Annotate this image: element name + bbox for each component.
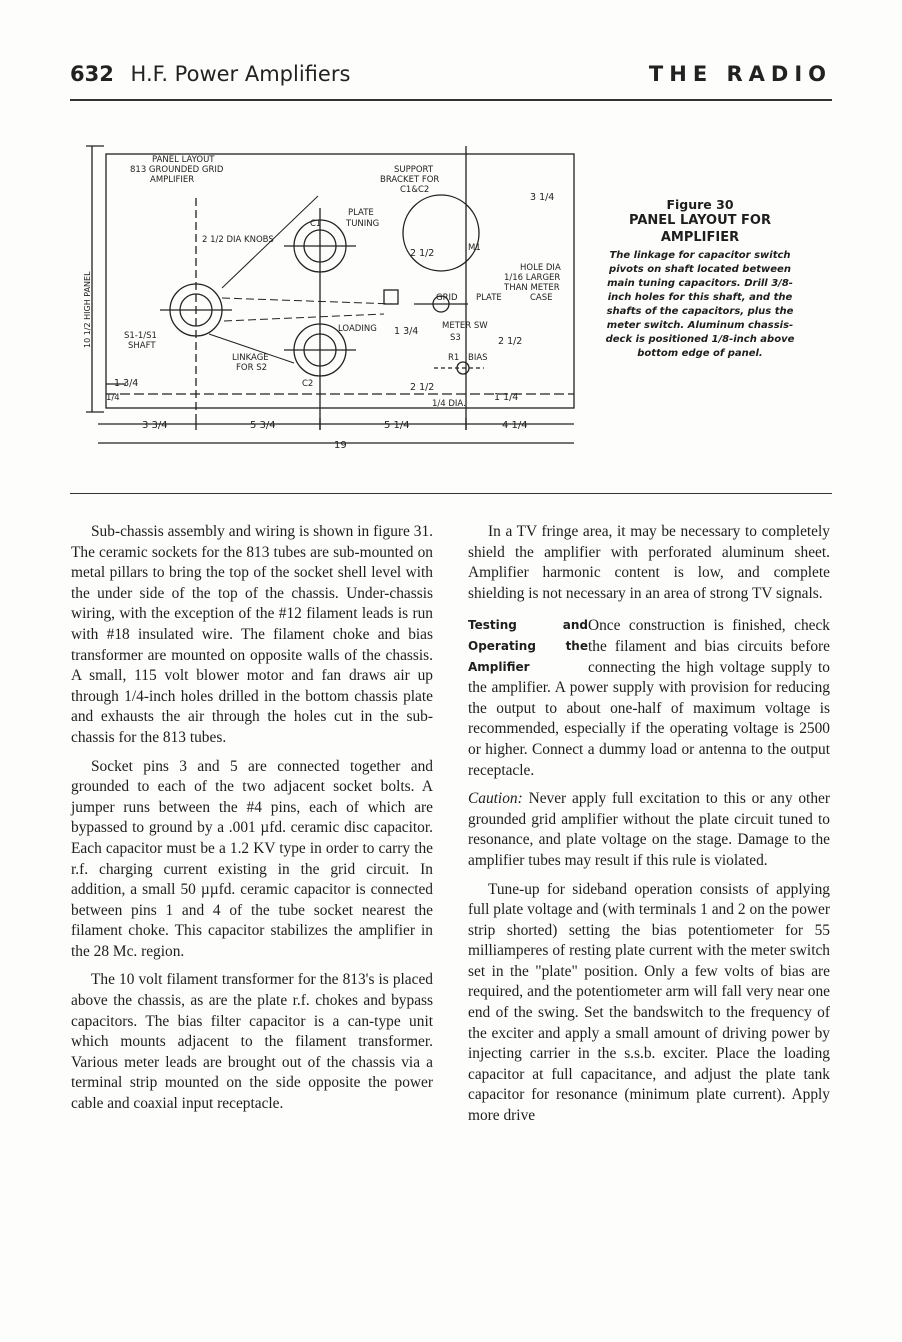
- label-panel-layout: PANEL LAYOUT: [152, 155, 215, 165]
- right-column: [468, 522, 830, 1135]
- label-c1c2: C1&C2: [400, 185, 430, 195]
- label-case: CASE: [530, 293, 553, 303]
- label-dim-2-1-2a: 2 1/2: [410, 248, 435, 259]
- page-number: 632: [70, 62, 114, 86]
- label-shaft: SHAFT: [128, 341, 156, 351]
- label-dim-1-3-4: 1 3/4: [394, 326, 419, 337]
- label-s1: S1-1/S1: [124, 331, 157, 341]
- label-dim-1-4: 1/4: [106, 393, 120, 403]
- figure-rule: [70, 493, 832, 494]
- label-hole-dia: HOLE DIA: [520, 263, 561, 273]
- label-s3: S3: [450, 333, 461, 343]
- caution-text: Never apply full excitation to this or any other grounded grid amplifier without the plate circuit tuned to resonance, and plate voltage on the stage. Damage to the amplifier tubes may result if this rule is violated.: [468, 790, 830, 869]
- running-header: [70, 62, 350, 86]
- left-column: [71, 522, 433, 1123]
- label-loading: LOADING: [338, 324, 377, 334]
- label-dim-1-3-4b: 1 3/4: [114, 378, 139, 389]
- label-dim-5-1-4: 5 1/4: [384, 420, 410, 431]
- figure-caption: [600, 197, 800, 361]
- label-bracket: BRACKET FOR: [380, 175, 440, 185]
- figure-caption-text: The linkage for capacitor switch pivots on shaft located between main tuning capacitors. Drill 3/8-inch holes for this shaft, and the shafts of the capacitors, plus the meter switch. Aluminum chassis-deck is positioned 1/8-inch above bottom edge of panel.: [605, 250, 795, 359]
- paragraph: In a TV fringe area, it may be necessary to completely shield the amplifier with perforated aluminum sheet. Amplifier harmonic content is low, and complete shielding is not necessary in an area of strong TV signals.: [468, 523, 830, 602]
- label-dim-2-1-2c: 2 1/2: [410, 382, 435, 393]
- header-rule: [70, 99, 832, 101]
- label-plate-short: PLATE: [476, 293, 502, 303]
- testing-paragraph: [468, 616, 830, 781]
- label-dia: 1/4 DIA.: [432, 399, 466, 409]
- label-meter-sw: METER SW: [442, 321, 488, 331]
- testing-text: Once construction is finished, check the filament and bias circuits before connecting the high voltage supply to the amplifier. A power supply with provision for reducing the output to about one-half of maximum voltage is recommended, especially if the operating voltage is 2500 or higher. Connect a dummy load or antenna to the output receptacle.: [468, 617, 830, 779]
- chapter-title: H.F. Power Amplifiers: [130, 62, 351, 86]
- label-side-dim: 10 1/2 HIGH PANEL: [83, 271, 92, 348]
- side-heading: Testing and Operating the Amplifier: [468, 618, 588, 674]
- label-dia-knobs: 2 1/2 DIA KNOBS: [202, 235, 274, 245]
- label-dim-4-1-4: 4 1/4: [502, 420, 528, 431]
- label-amplifier: AMPLIFIER: [150, 175, 195, 185]
- figure-number: Figure 30: [666, 197, 734, 212]
- label-m1: M1: [468, 243, 481, 253]
- caution-label: Caution:: [468, 790, 523, 808]
- label-grid-short: GRID: [436, 293, 458, 303]
- book-title: THE RADIO: [648, 62, 832, 86]
- label-plate: PLATE: [348, 208, 374, 218]
- label-grid: 813 GROUNDED GRID: [130, 165, 224, 175]
- label-r1: R1: [448, 353, 460, 363]
- label-bias: BIAS: [468, 353, 488, 363]
- label-dim-1-1-4: 1 1/4: [494, 392, 519, 403]
- label-than-meter: THAN METER: [504, 283, 560, 293]
- label-dim-19: 19: [334, 440, 347, 451]
- label-linkage: LINKAGE: [232, 353, 269, 363]
- paragraph: The 10 volt filament transformer for the 813's is placed above the chassis, as are the plate r.f. chokes and bypass capacitors. The bias filter capacitor is a can-type unit which mounts adjacent to the filament transformer. Various meter leads are brought out of the chassis via a terminal strip mounted on the side opposite the power cable and coaxial input receptacle.: [71, 971, 433, 1113]
- label-c1: C1: [310, 219, 322, 229]
- label-dim-2-1-2b: 2 1/2: [498, 336, 523, 347]
- label-tuning: TUNING: [346, 219, 380, 229]
- paragraph: Socket pins 3 and 5 are connected together and grounded to each of the two adjacent socket bolts. A jumper runs between the #4 pins, each of which are bypassed to ground by a .001 µfd. ceramic disc capacitor. Each capacitor must be a 1.2 KV type in order to carry the r.f. charging current existing in the grid circuit. In addition, a small 50 µµfd. ceramic capacitor is connected between pins 1 and 4 of the tube socket nearest the filament choke. This capacitor stabilizes the amplifier in the 28 Mc. region.: [71, 757, 433, 960]
- label-for-s2: FOR S2: [236, 363, 267, 373]
- label-dim-3-3-4: 3 3/4: [142, 420, 168, 431]
- label-larger: 1/16 LARGER: [504, 273, 561, 283]
- label-dim-3-1-4: 3 1/4: [530, 192, 555, 203]
- label-c2: C2: [302, 379, 314, 389]
- paragraph: Sub-chassis assembly and wiring is shown in figure 31. The ceramic sockets for the 813 tubes are sub-mounted on metal pillars to bring the top of the socket shell level with the under side of the top of the chassis. Under-chassis wiring, with the exception of the #12 filament leads is run with #18 insulated wire. The filament choke and bias transformer are mounted on opposite walls of the chassis. A small, 115 volt blower motor and fan draws air up through 1/4-inch holes drilled in the bottom chassis plate and exhausts the air through the holes cut in the sub-chassis for the 813 tubes.: [71, 523, 433, 746]
- label-support: SUPPORT: [394, 165, 434, 175]
- panel-layout-diagram: [84, 138, 584, 458]
- figure-title: PANEL LAYOUT FOR AMPLIFIER: [629, 213, 771, 245]
- label-dim-5-3-4: 5 3/4: [250, 420, 276, 431]
- paragraph: Tune-up for sideband operation consists of applying full plate voltage and (with terminals 1 and 2 on the power strip shorted) setting the bias potentiometer for 55 milliamperes of resting plate current with the meter switch set in the "plate" position. Only a few volts of bias are required, and the potentiometer arm will fall very near one end of the swing. Set the bandswitch to the frequency of the exciter and apply a small amount of driving power by injecting carrier in the s.s.b. exciter. Place the loading capacitor at full capacitance, and adjust the plate tank capacitor for resonance (minimum plate current). Apply more drive: [468, 880, 830, 1125]
- caution-paragraph: [468, 789, 830, 871]
